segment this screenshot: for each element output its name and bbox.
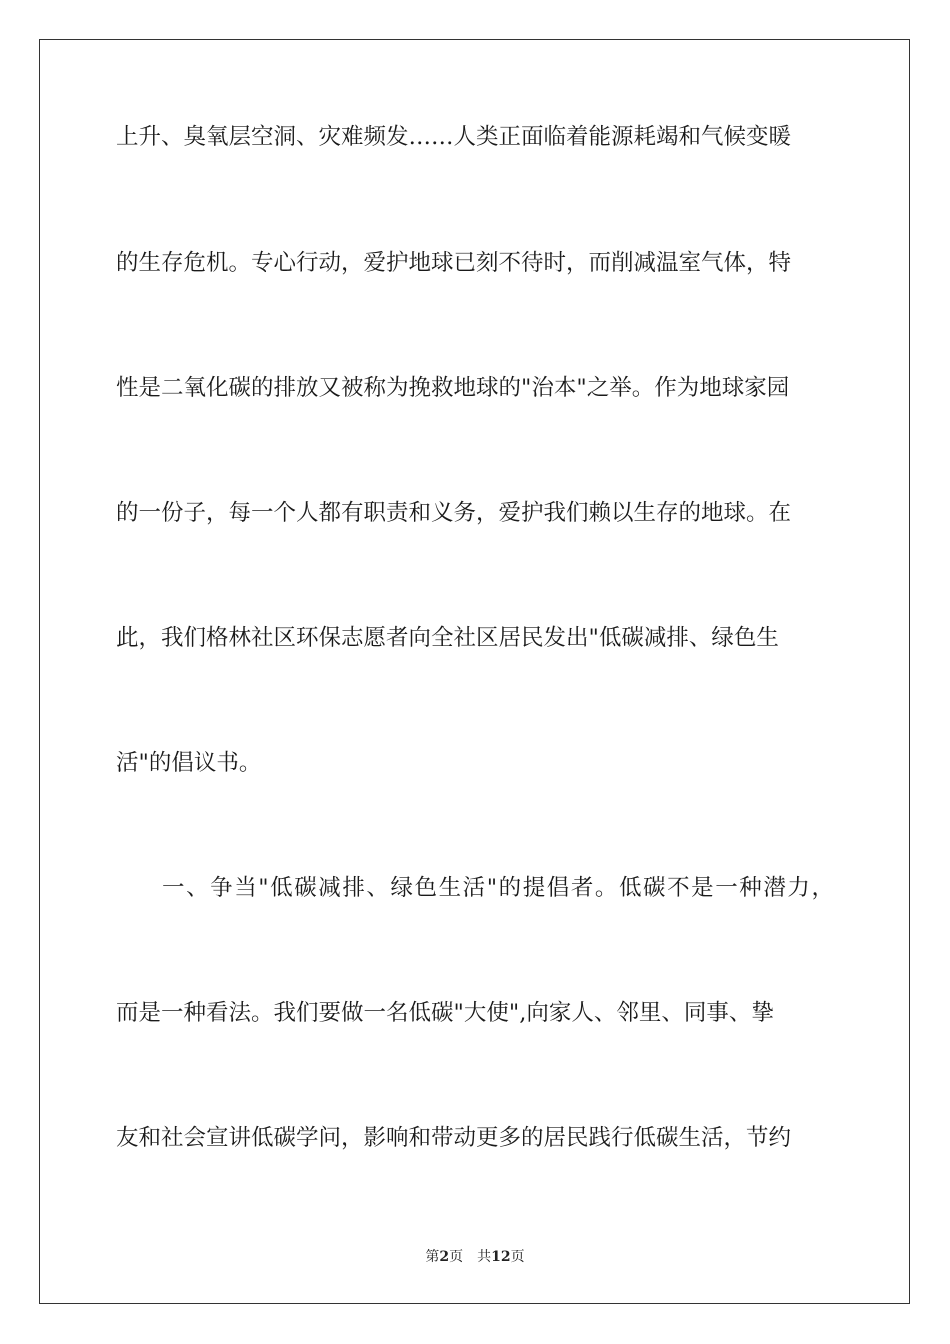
- total-unit: 页: [510, 1249, 525, 1265]
- total-page-number: 12: [491, 1249, 511, 1265]
- text-line-5: 此，我们格林社区环保志愿者向全社区居民发出"低碳减排、绿色生: [116, 625, 779, 651]
- text-line-2: 的生存危机。专心行动，爱护地球已刻不待时，而削减温室气体，特: [116, 250, 792, 276]
- text-line-4: 的一份子，每一个人都有职责和义务，爱护我们赖以生存的地球。在: [116, 500, 792, 526]
- text-line-6: 活"的倡议书。: [116, 750, 262, 776]
- text-line-8: 而是一种看法。我们要做一名低碳"大使",向家人、邻里、同事、挚: [116, 1000, 774, 1026]
- text-line-7: 一、争当"低碳减排、绿色生活"的提倡者。低碳不是一种潜力，: [162, 875, 834, 901]
- text-line-1: 上升、臭氧层空洞、灾难频发……人类正面临着能源耗竭和气候变暖: [116, 124, 792, 150]
- current-page-number: 2: [439, 1249, 450, 1265]
- page-footer: [0, 1248, 950, 1266]
- page-unit: 页: [449, 1249, 464, 1265]
- page-prefix: 第: [425, 1249, 440, 1265]
- text-line-9: 友和社会宣讲低碳学问，影响和带动更多的居民践行低碳生活，节约: [116, 1125, 792, 1151]
- text-line-3: 性是二氧化碳的排放又被称为挽救地球的"治本"之举。作为地球家园: [116, 375, 790, 401]
- total-prefix: 共: [477, 1249, 492, 1265]
- page-border: [39, 39, 910, 1304]
